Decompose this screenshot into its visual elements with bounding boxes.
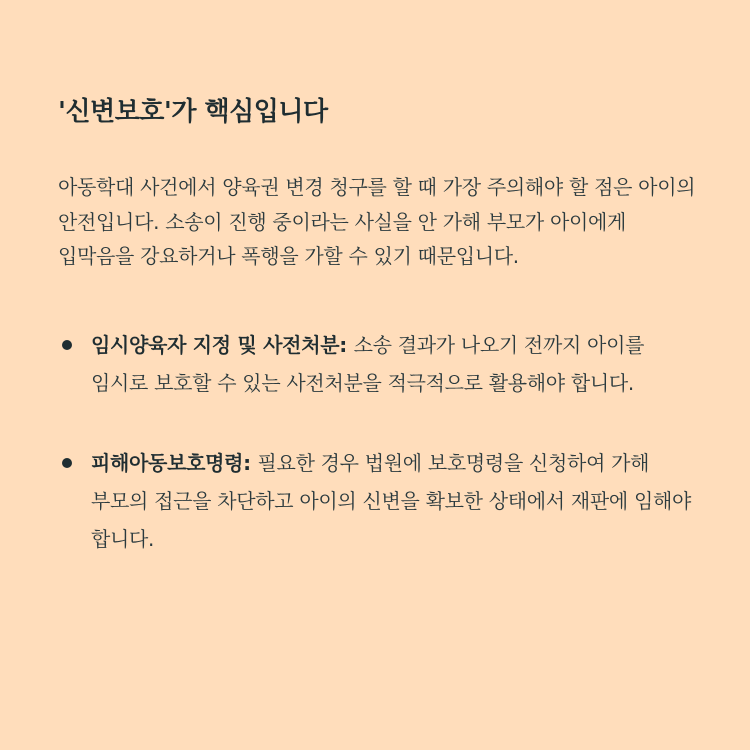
intro-paragraph: 아동학대 사건에서 양육권 변경 청구를 할 때 가장 주의해야 할 점은 아이의 안전입니다. 소송이 진행 중이라는 사실을 안 가해 부모가 아이에게 입막음을 강요하거나 폭행을 가할 수 있기 때문입니다. — [58, 175, 696, 268]
bullet-text: 필요한 경우 법원에 보호명령을 신청하여 가해 부모의 접근을 차단하고 아이의 신변을 확보한 상태에서 재판에 임해야 합니다. — [91, 450, 692, 551]
bullet-term: 임시양육자 지정 및 사전처분: — [91, 332, 354, 357]
page-title: '신변보호'가 핵심입니다 — [58, 97, 328, 127]
bullet-term: 피해아동보호명령: — [91, 450, 258, 475]
content-card — [58, 88, 698, 558]
bullet-list — [58, 326, 698, 558]
bullet-text: 소송 결과가 나오기 전까지 아이를 임시로 보호할 수 있는 사전처분을 적극적으로 활용해야 합니다. — [91, 332, 645, 395]
bullet-dot-icon — [62, 340, 72, 350]
bullet-item-protection-order — [58, 444, 698, 558]
bullet-item-temporary-custody — [58, 326, 698, 402]
bullet-dot-icon — [62, 458, 72, 468]
